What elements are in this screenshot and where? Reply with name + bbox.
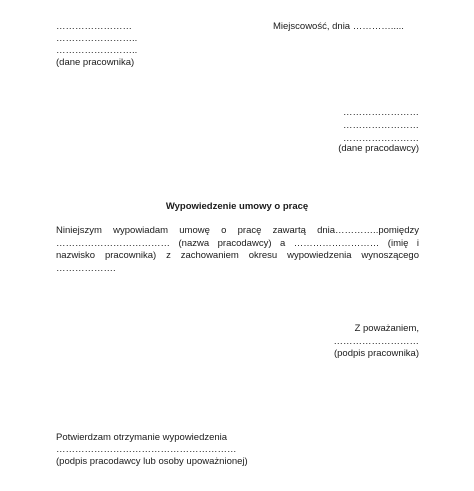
body-paragraph xyxy=(56,225,419,275)
confirmation-text: Potwierdzam otrzymanie wypowiedzenia xyxy=(56,432,228,443)
employer-caption: (dane pracodawcy) xyxy=(338,143,419,154)
employee-caption: (dane pracownika) xyxy=(56,57,135,68)
body-row-1: Niniejszym wypowiadam umowę o pracę zawartą dnia…………..pomiędzy xyxy=(56,225,419,236)
employer-line-2: …………………… xyxy=(343,120,419,131)
employer-line-1: …………………… xyxy=(343,107,419,118)
body-row-2: ……………………………… (nazwa pracodawcy) a ……………………… (imię i xyxy=(56,237,419,249)
employee-line-1: …………………… xyxy=(56,21,132,32)
closing-text: Z poważaniem, xyxy=(354,323,419,334)
confirmation-caption: (podpis pracodawcy lub osoby upoważnionej) xyxy=(56,456,248,467)
employer-line-3: …………………… xyxy=(343,133,419,144)
employee-line-2: …………………….. xyxy=(56,33,138,44)
employee-line-3: …………………….. xyxy=(56,45,138,56)
place-date: Miejscowość, dnia …………..... xyxy=(273,21,404,32)
signature-dots: ……………………… xyxy=(333,336,419,347)
signature-caption: (podpis pracownika) xyxy=(333,348,419,359)
body-row-3: nazwisko pracownika) z zachowaniem okresu wypowiedzenia wynoszącego xyxy=(56,250,419,261)
document-title: Wypowiedzenie umowy o pracę xyxy=(165,201,309,212)
confirmation-dots: ………………………………………………… xyxy=(56,444,237,455)
body-row-4: ………………. xyxy=(56,262,116,274)
